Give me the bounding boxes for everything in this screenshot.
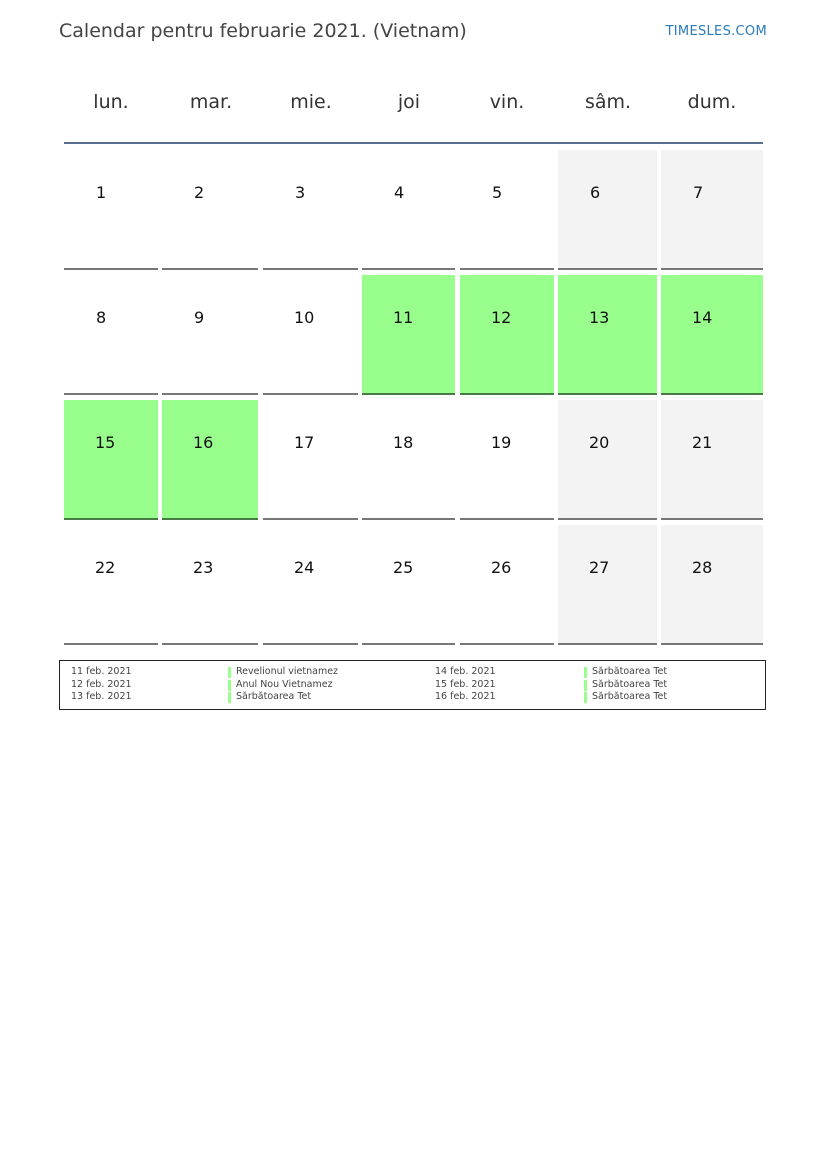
- holiday-legend: [59, 660, 766, 710]
- day-number: 25: [393, 558, 414, 577]
- weekday-label: lun.: [93, 91, 129, 113]
- day-cell[interactable]: [362, 150, 455, 270]
- day-number: 9: [194, 308, 205, 327]
- day-number: 13: [589, 308, 610, 327]
- day-cell[interactable]: [460, 150, 554, 270]
- day-number: 16: [193, 433, 214, 452]
- holiday-color-marker: [584, 692, 587, 703]
- day-number: 3: [295, 183, 306, 202]
- day-cell[interactable]: [263, 400, 358, 520]
- day-cell-holiday[interactable]: [362, 275, 455, 395]
- holiday-name: Revelionul vietnamez: [236, 666, 339, 677]
- holiday-color-marker: [228, 692, 231, 703]
- day-cell-weekend[interactable]: [661, 525, 763, 645]
- holiday-color-marker: [584, 680, 587, 691]
- weekday-label: vin.: [489, 91, 525, 113]
- day-number: 5: [492, 183, 503, 202]
- day-cell-holiday[interactable]: [558, 275, 657, 395]
- day-number: 20: [589, 433, 610, 452]
- day-cell-weekend[interactable]: [558, 150, 657, 270]
- day-cell-holiday[interactable]: [460, 275, 554, 395]
- holiday-color-marker: [228, 667, 231, 678]
- holiday-name: Sărbătoarea Tet: [236, 691, 312, 702]
- day-cell-weekend[interactable]: [661, 400, 763, 520]
- holiday-date: 15 feb. 2021: [435, 678, 496, 690]
- day-number: 14: [692, 308, 713, 327]
- weekday-label: mie.: [290, 91, 332, 113]
- day-number: 8: [96, 308, 107, 327]
- holiday-date: 11 feb. 2021: [71, 666, 132, 677]
- holiday-name: Sărbătoarea Tet: [592, 678, 668, 690]
- day-number: 24: [294, 558, 315, 577]
- day-cell-weekend[interactable]: [558, 525, 657, 645]
- day-number: 10: [294, 308, 315, 327]
- day-cell[interactable]: [263, 275, 358, 395]
- weekday-label: sâm.: [584, 91, 632, 113]
- day-cell[interactable]: [162, 525, 258, 645]
- day-number: 21: [692, 433, 713, 452]
- day-number: 22: [95, 558, 116, 577]
- holiday-date: 12 feb. 2021: [71, 678, 132, 690]
- day-number: 12: [491, 308, 512, 327]
- weekday-label: dum.: [687, 91, 737, 113]
- holiday-name: Sărbătoarea Tet: [592, 691, 668, 702]
- day-cell-holiday[interactable]: [64, 400, 158, 520]
- day-cell-holiday[interactable]: [661, 275, 763, 395]
- day-cell[interactable]: [162, 150, 258, 270]
- day-number: 26: [491, 558, 512, 577]
- holiday-date: 16 feb. 2021: [435, 691, 496, 702]
- weekday-label: mar.: [189, 91, 233, 113]
- day-cell[interactable]: [64, 150, 158, 270]
- holiday-date: 14 feb. 2021: [435, 666, 496, 677]
- day-number: 28: [692, 558, 713, 577]
- day-cell[interactable]: [263, 525, 358, 645]
- day-number: 2: [194, 183, 205, 202]
- day-cell-weekend[interactable]: [661, 150, 763, 270]
- holiday-name: Anul Nou Vietnamez: [236, 678, 333, 690]
- day-number: 11: [393, 308, 414, 327]
- day-number: 15: [95, 433, 116, 452]
- day-number: 4: [394, 183, 405, 202]
- day-cell[interactable]: [263, 150, 358, 270]
- day-number: 19: [491, 433, 512, 452]
- day-number: 1: [96, 183, 107, 202]
- day-number: 23: [193, 558, 214, 577]
- day-number: 6: [590, 183, 601, 202]
- day-number: 18: [393, 433, 414, 452]
- holiday-date: 13 feb. 2021: [71, 691, 132, 702]
- day-cell-holiday[interactable]: [162, 400, 258, 520]
- day-cell[interactable]: [460, 400, 554, 520]
- day-cell[interactable]: [362, 525, 455, 645]
- day-number: 27: [589, 558, 610, 577]
- day-cell[interactable]: [64, 525, 158, 645]
- day-cell[interactable]: [362, 400, 455, 520]
- holiday-color-marker: [228, 680, 231, 691]
- day-cell[interactable]: [460, 525, 554, 645]
- header-divider: [64, 142, 763, 144]
- day-cell[interactable]: [64, 275, 158, 395]
- day-cell[interactable]: [162, 275, 258, 395]
- day-number: 7: [693, 183, 704, 202]
- weekday-label: joi: [397, 91, 421, 113]
- page-title: Calendar pentru februarie 2021. (Vietnam): [59, 20, 467, 42]
- holiday-color-marker: [584, 667, 587, 678]
- day-number: 17: [294, 433, 315, 452]
- site-link[interactable]: TIMESLES.COM: [665, 24, 767, 39]
- holiday-name: Sărbătoarea Tet: [592, 666, 668, 677]
- day-cell-weekend[interactable]: [558, 400, 657, 520]
